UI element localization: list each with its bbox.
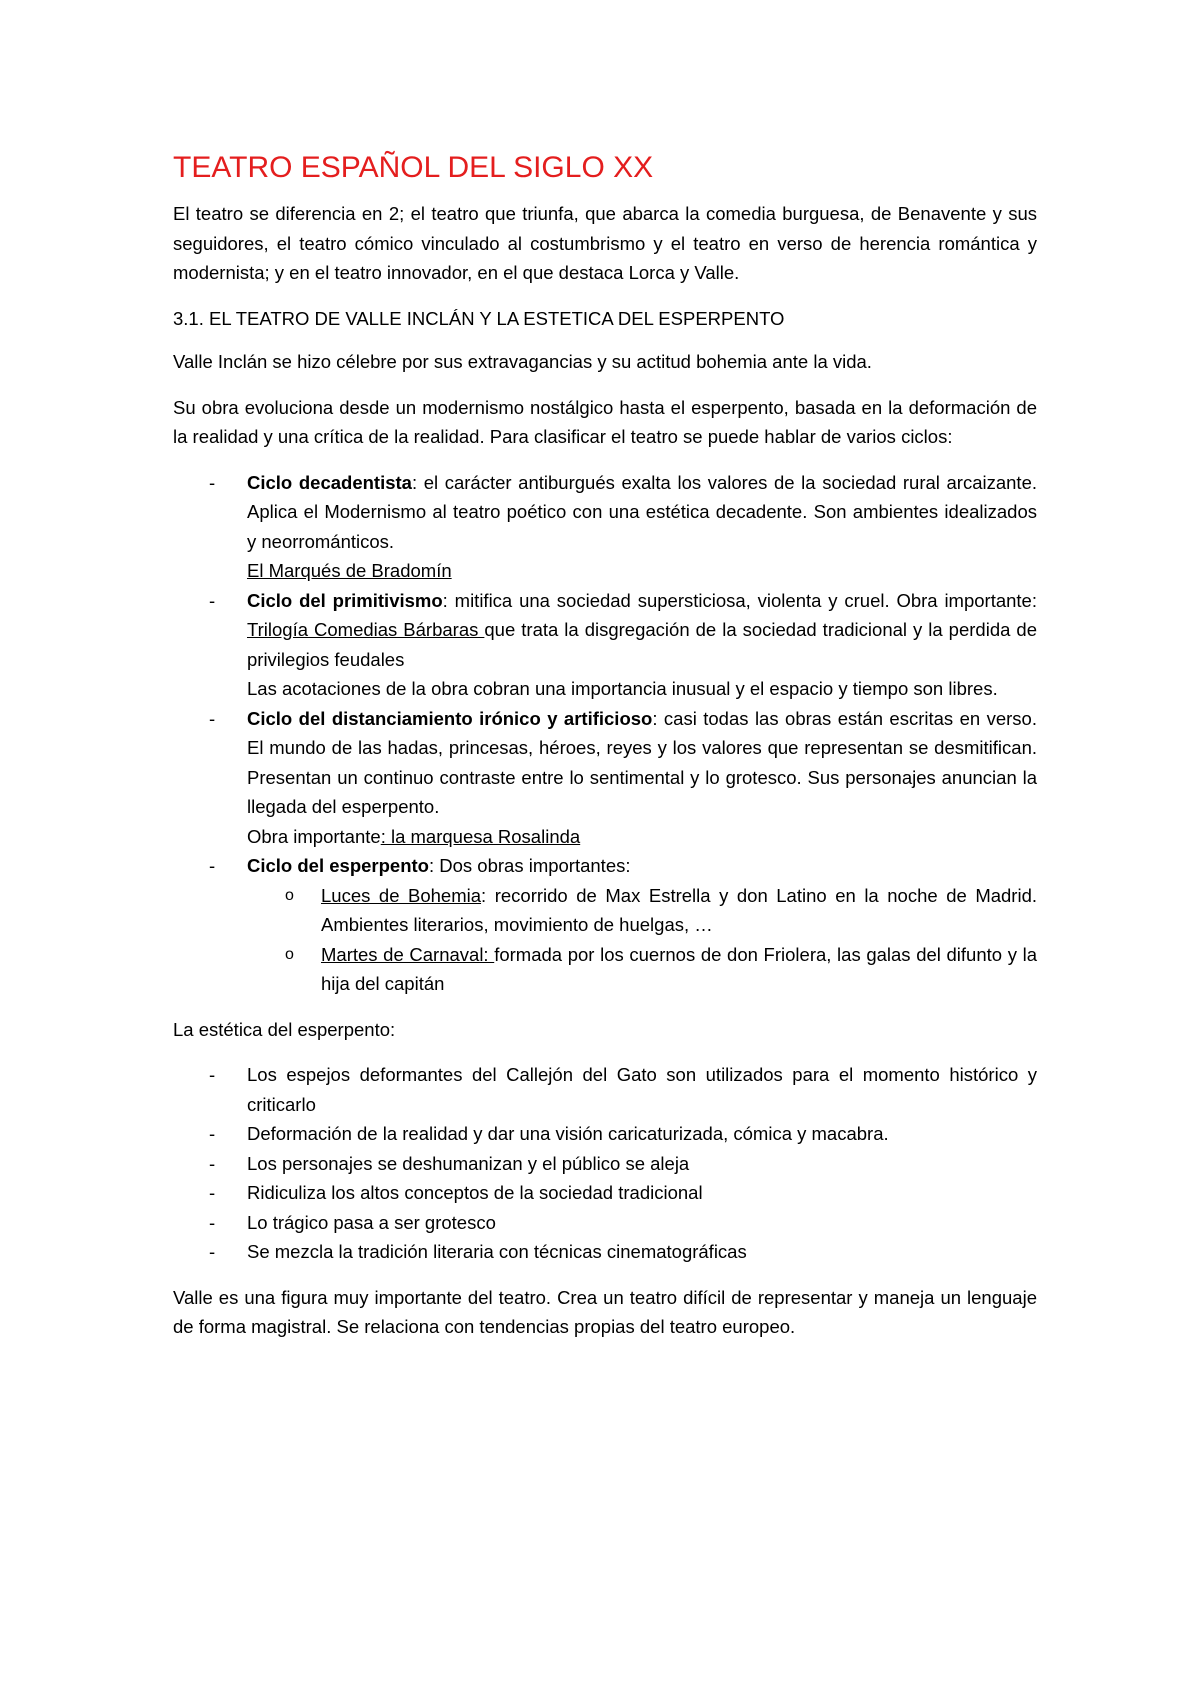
- list-item-text: Los personajes se deshumanizan y el público se aleja: [247, 1152, 690, 1174]
- section-heading: 3.1. EL TEATRO DE VALLE INCLÁN Y LA ESTETICA DEL ESPERPENTO: [173, 307, 785, 329]
- intro-paragraph: El teatro se diferencia en 2; el teatro que triunfa, que abarca la comedia burguesa, de Benavente y sus seguidores, el teatro cómico vinculado al costumbrismo y el teatro en verso de herencia romántica y modernista; y en el teatro innovador, en el que destaca Lorca y Valle.: [173, 203, 1037, 283]
- cycle-label: Ciclo del distanciamiento irónico y artificioso: [247, 707, 653, 729]
- work-prefix: Obra importante: [247, 825, 381, 847]
- work-description: formada por los cuernos de don Friolera, las galas del difunto y la hija del capitán: [321, 943, 1037, 994]
- cycle-text: : casi todas las obras están escritas en verso. El mundo de las hadas, princesas, héroes, reyes y los valores que representan se desmitifican. Presentan un continuo contraste entre lo sentimental y lo grotesco. Sus personajes anuncian la llegada del esperpento.: [247, 707, 1037, 817]
- list-item-text: Ridiculiza los altos conceptos de la sociedad tradicional: [247, 1182, 703, 1203]
- cycle-extra-note: Las acotaciones de la obra cobran una importancia inusual y el espacio y tiempo son libres.: [247, 678, 998, 699]
- list-dash-marker: -: [209, 1152, 216, 1174]
- list-dash-marker: -: [209, 707, 216, 729]
- cycle-item-primitivismo: [173, 586, 1037, 704]
- list-dash-marker: -: [209, 855, 216, 876]
- cycles-list: [173, 468, 1037, 999]
- cycle-text: : mitifica una sociedad supersticiosa, violenta y cruel. Obra importante:: [442, 589, 1037, 611]
- cycle-item-decadentista: [173, 468, 1037, 586]
- aesthetics-list: [173, 1060, 1037, 1267]
- work-title: Martes de Carnaval:: [321, 943, 495, 965]
- cycle-text-continued: que trata la disgregación de la sociedad tradicional y la perdida de privilegios feudales: [247, 619, 1037, 670]
- conclusion-paragraph: Valle es una figura muy importante del teatro. Crea un teatro difícil de representar y maneja un lenguaje de forma magistral. Se relaciona con tendencias propias del teatro europeo.: [173, 1286, 1037, 1337]
- list-circle-marker: o: [285, 886, 294, 904]
- cycle-label: Ciclo del esperpento: [247, 855, 429, 876]
- esperpento-works-list: [247, 881, 1037, 999]
- list-item: [173, 1178, 1037, 1208]
- list-item-text: Lo trágico pasa a ser grotesco: [247, 1211, 496, 1233]
- cycle-item-esperpento: [173, 851, 1037, 999]
- work-description: : recorrido de Max Estrella y don Latino en la noche de Madrid. Ambientes literarios, movimiento de huelgas, …: [321, 884, 1038, 935]
- document-body: [173, 150, 1037, 1358]
- list-item: [173, 1119, 1037, 1149]
- cycle-text: : Dos obras importantes:: [428, 855, 631, 876]
- list-item-text: Deformación de la realidad y dar una visión caricaturizada, cómica y macabra.: [247, 1123, 889, 1144]
- cycle-item-distanciamiento: [173, 704, 1037, 852]
- work-title: Luces de Bohemia: [321, 884, 482, 906]
- list-circle-marker: o: [285, 945, 294, 963]
- work-title: Trilogía Comedias Bárbaras: [247, 619, 485, 640]
- list-item-text: Se mezcla la tradición literaria con técnicas cinematográficas: [247, 1241, 747, 1262]
- list-dash-marker: -: [209, 1241, 216, 1262]
- list-item-text: Los espejos deformantes del Callejón del Gato son utilizados para el momento histórico y criticarlo: [247, 1064, 1037, 1115]
- work-item-luces: [247, 881, 1037, 940]
- list-item: [173, 1149, 1037, 1179]
- list-dash-marker: -: [209, 1123, 216, 1144]
- list-dash-marker: -: [209, 1211, 216, 1233]
- work-title: El Marqués de Bradomín: [247, 560, 452, 581]
- list-item: [173, 1208, 1037, 1238]
- cycle-label: Ciclo del primitivismo: [247, 589, 443, 611]
- work-title: : la marquesa Rosalinda: [380, 825, 581, 847]
- list-dash-marker: -: [209, 589, 216, 611]
- document-title: TEATRO ESPAÑOL DEL SIGLO XX: [173, 151, 654, 184]
- list-item: [173, 1060, 1037, 1119]
- list-dash-marker: -: [209, 1182, 216, 1203]
- list-item: [173, 1237, 1037, 1267]
- cycle-text: : el carácter antiburgués exalta los valores de la sociedad rural arcaizante. Aplica el Modernismo al teatro poético con una estética decadente. Son ambientes idealizados y neorrománticos.: [247, 471, 1037, 552]
- valle-paragraph: Valle Inclán se hizo célebre por sus extravagancias y su actitud bohemia ante la vida.: [173, 351, 872, 372]
- list-dash-marker: -: [209, 1064, 216, 1085]
- cycle-label: Ciclo decadentista: [247, 471, 412, 493]
- obra-paragraph: Su obra evoluciona desde un modernismo nostálgico hasta el esperpento, basada en la deformación de la realidad y una crítica de la realidad. Para clasificar el teatro se puede hablar de varios ciclos:: [173, 396, 1037, 447]
- list-dash-marker: -: [209, 471, 216, 493]
- aesthetics-heading: La estética del esperpento:: [173, 1018, 396, 1040]
- work-item-martes: [247, 940, 1037, 999]
